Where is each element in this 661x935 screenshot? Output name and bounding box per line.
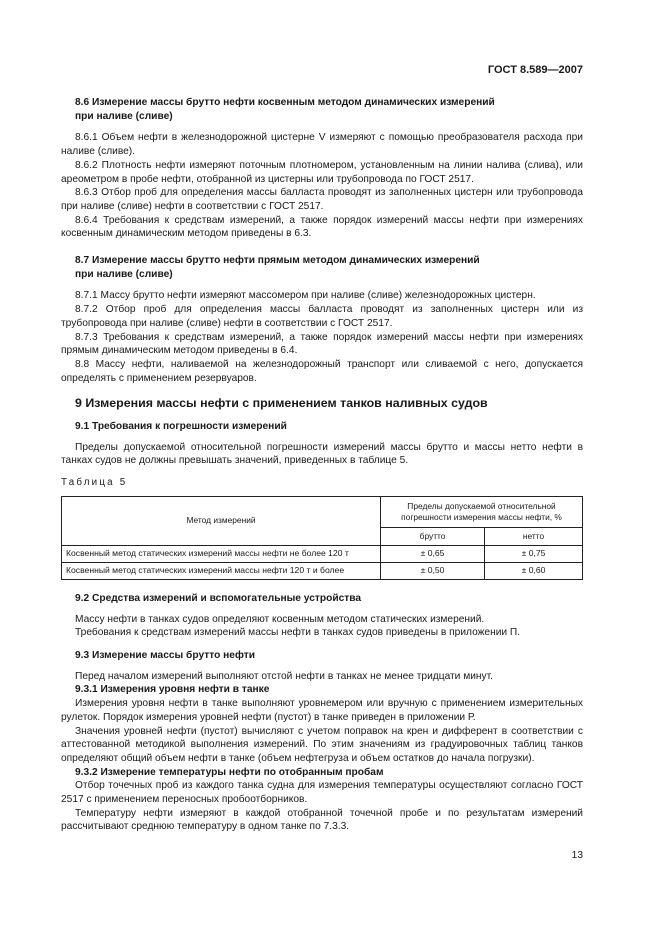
paragraph-8-6-3: 8.6.3 Отбор проб для определения массы балласта проводят из заполненных цистерн или трубопровода при наливе (сливе) нефти в соответствии с ГОСТ 2517. (61, 187, 583, 212)
section-8-6-title-line1: 8.6 Измерение массы брутто нефти косвенным методом динамических измерений (75, 97, 495, 108)
section-9-2-title: 9.2 Средства измерений и вспомогательные устройства (75, 592, 362, 604)
table-header-limits: Пределы допускаемой относительной погрешности измерения массы нефти, % (381, 496, 583, 527)
table-cell-netto: ± 0,60 (485, 562, 583, 579)
paragraph-8-7-2: 8.7.2 Отбор проб для определения массы балласта проводят из заполненных цистерн или из трубопровода при наливе (сливе) нефти в соответствии с ГОСТ 2517. (61, 304, 583, 329)
section-8-7-title-line2: при наливе (сливе) (75, 268, 173, 280)
table-row (62, 562, 583, 579)
paragraph-9-1: Пределы допускаемой относительной погрешности измерений массы брутто и массы нетто нефти в танках судов не должны превышать значений, приведенных в таблице 5. (61, 441, 583, 467)
section-8-7-title (61, 254, 583, 281)
paragraph-9-2-2: Требования к средствам измерений массы нефти в танках судов приведены в приложении П. (75, 627, 521, 639)
table-5 (61, 496, 583, 580)
section-9-3-2-title: 9.3.2 Измерение температуры нефти по отобранным пробам (75, 766, 384, 778)
chapter-9-title: 9 Измерения массы нефти с применением танков наливных судов (75, 396, 488, 411)
paragraph-9-3-1-a: Измерения уровня нефти в танке выполняют уровнемером или вручную с применением измерительных рулеток. Порядок измерения уровней нефти (пустот) в танке приведен в приложении Р. (61, 698, 583, 723)
table-header-method: Метод измерений (62, 496, 381, 545)
section-9-1-title: 9.1 Требования к погрешности измерений (75, 421, 287, 433)
table-header-brutto: брутто (381, 527, 485, 545)
section-8-6-title (61, 96, 583, 123)
section-8-7-title-line1: 8.7 Измерение массы брутто нефти прямым методом динамических измерений (75, 255, 480, 267)
table-cell-method: Косвенный метод статических измерений массы нефти не более 120 т (62, 545, 381, 562)
section-9-3-title: 9.3 Измерение массы брутто нефти (75, 649, 255, 661)
paragraph-8-6-4: 8.6.4 Требования к средствам измерений, а также порядок измерений массы нефти при измерениях косвенным динамическим методом приведены в 6.3. (61, 214, 583, 240)
paragraph-9-3: Перед началом измерений выполняют отстой нефти в танках не менее тридцати минут. (75, 670, 493, 682)
table-cell-brutto: ± 0,65 (381, 545, 485, 562)
paragraph-8-6-1: 8.6.1 Объем нефти в железнодорожной цистерне V измеряют с помощью преобразователя расхода при наливе (сливе). (61, 132, 583, 158)
section-8-6-title-line2: при наливе (сливе) (75, 110, 173, 122)
section-9-3-1-title: 9.3.1 Измерения уровня нефти в танке (75, 684, 270, 696)
standard-header: ГОСТ 8.589—2007 (487, 64, 583, 76)
table-cell-netto: ± 0,75 (485, 545, 583, 562)
table-row (62, 545, 583, 562)
paragraph-8-7-3: 8.7.3 Требования к средствам измерений, а также порядок измерений массы нефти при измерениях прямым динамическим методом приведены в 6.4. (61, 331, 583, 357)
paragraph-8-7-1: 8.7.1 Массу брутто нефти измеряют массомером при наливе (сливе) железнодорожных цистерн. (75, 290, 536, 302)
table-cell-brutto: ± 0,50 (381, 562, 485, 579)
paragraph-8-6-2: 8.6.2 Плотность нефти измеряют поточным плотномером, установленным на линии налива (слива), или ареометром в пробе нефти, отобранной из цистерны или трубопровода по ГОСТ 2517. (61, 159, 583, 185)
paragraph-8-8: 8.8 Массу нефти, наливаемой на железнодорожный транспорт или сливаемой с него, допускается определять с применением резервуаров. (61, 358, 583, 384)
document-body (61, 92, 583, 834)
table-header-netto: нетто (485, 527, 583, 545)
table-5-caption: Таблица 5 (61, 477, 128, 489)
paragraph-9-3-2-b: Температуру нефти измеряют в каждой отобранной точечной пробе и по результатам измерений рассчитывают среднюю температуру в одном танке по 7.3.3. (61, 807, 583, 833)
paragraph-9-3-1-b: Значения уровней нефти (пустот) вычисляют с учетом поправок на крен и дифферент в соответствии с аттестованной методикой выполнения измерений. По этим значениям из градуировочных таблиц танков определяют общий объем нефти в танке (объем нефтегруза и объем остатков до начала погрузки). (61, 725, 583, 764)
paragraph-9-2-1: Массу нефти в танках судов определяют косвенным методом статических измерений. (75, 613, 485, 625)
table-cell-method: Косвенный метод статических измерений массы нефти 120 т и более (62, 562, 381, 579)
page-number: 13 (571, 850, 583, 861)
paragraph-9-3-2-a: Отбор точечных проб из каждого танка судна для измерения температуры осуществляют согласно ГОСТ 2517 с применением переносных пробоотборников. (61, 780, 583, 806)
